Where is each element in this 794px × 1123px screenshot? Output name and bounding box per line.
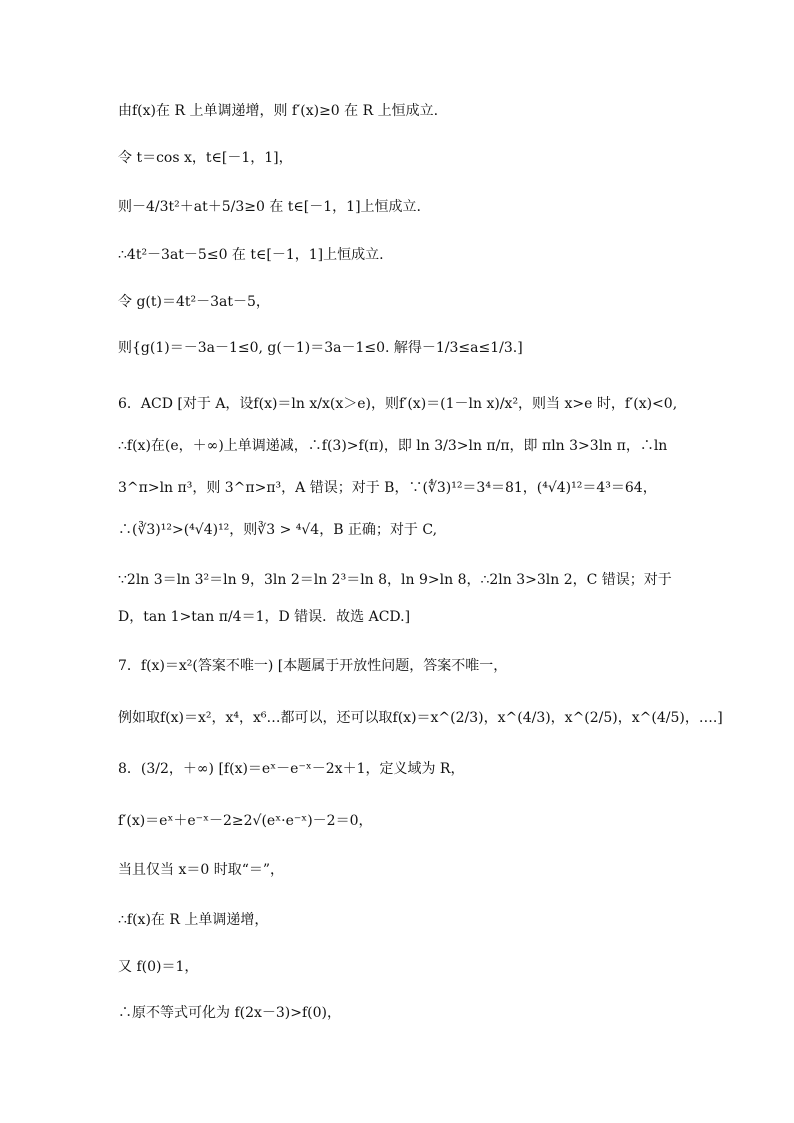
answer-8-line-6: ∴原不等式可化为 f(2x－3)>f(0)， [118, 1005, 342, 1021]
answer-8-line-5: 又 f(0)＝1， [118, 959, 199, 975]
text-line-1: 由f(x)在 R 上单调递增，则 f′(x)≥0 在 R 上恒成立. [118, 103, 439, 119]
answer-7-line-1: 7．f(x)＝x²(答案不唯一) [本题属于开放性问题，答案不唯一， [118, 658, 508, 674]
answer-8-line-3: 当且仅当 x＝0 时取“＝”， [118, 862, 285, 878]
text-line-2: 令 t＝cos x，t∈[－1，1]， [118, 150, 293, 166]
text-line-3: 则－4/3t²＋at＋5/3≥0 在 t∈[－1，1]上恒成立. [118, 199, 421, 215]
answer-6-line-2: ∴f(x)在(e，＋∞)上单调递减，∴f(3)>f(π)，即 ln 3/3>ln π/π，即 πln 3>3ln π，∴ln [118, 438, 668, 454]
text-line-4: ∴4t²－3at－5≤0 在 t∈[－1，1]上恒成立. [118, 247, 384, 263]
answer-7-line-2: 例如取f(x)＝x²，x⁴，x⁶…都可以，还可以取f(x)＝x^(2/3)，x^(4/3)，x^(2/5)，x^(4/5)，….] [118, 710, 723, 726]
answer-6-line-1: 6．ACD [对于 A，设f(x)＝ln x/x(x＞e)，则f′(x)＝(1－ln x)/x²，则当 x>e 时，f′(x)<0, [118, 396, 678, 412]
answer-8-line-1: 8．(3/2，＋∞) [f(x)＝eˣ－e⁻ˣ－2x＋1，定义域为 R， [118, 761, 465, 777]
answer-6-line-6: D，tan 1>tan π/4＝1，D 错误．故选 ACD.] [118, 609, 411, 625]
answer-6-line-3: 3^π>ln π³，则 3^π>π³，A 错误；对于 B，∵(∜3)¹²＝3⁴＝81，(⁴√4)¹²＝4³＝64， [118, 480, 657, 496]
answer-6-line-5: ∵2ln 3＝ln 3²＝ln 9，3ln 2＝ln 2³＝ln 8，ln 9>ln 8，∴2ln 3>3ln 2，C 错误；对于 [118, 572, 672, 588]
text-line-6: 则{g(1)＝－3a－1≤0, g(－1)＝3a－1≤0. 解得－1/3≤a≤1/3.] [118, 340, 523, 356]
answer-6-line-4: ∴(∛3)¹²>(⁴√4)¹²，则∛3 > ⁴√4，B 正确；对于 C, [118, 522, 438, 538]
text-line-5: 令 g(t)＝4t²－3at－5， [118, 294, 270, 310]
answer-8-line-2: f′(x)＝eˣ＋e⁻ˣ－2≥2√(eˣ·e⁻ˣ)－2＝0， [118, 813, 373, 829]
answer-8-line-4: ∴f(x)在 R 上单调递增， [118, 912, 269, 928]
